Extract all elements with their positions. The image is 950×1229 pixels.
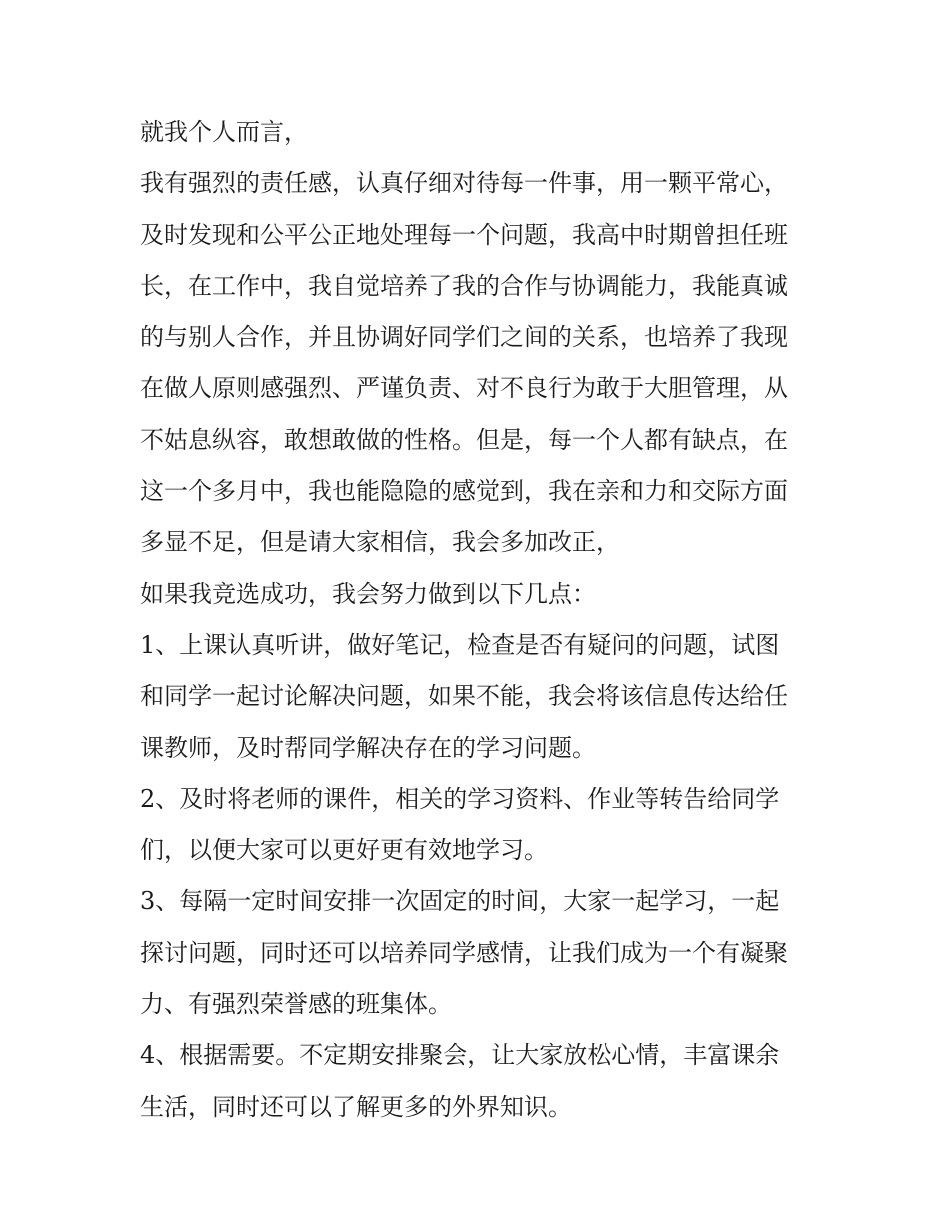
text-line: 3、每隔一定时间安排一次固定的时间，大家一起学习，一起 [140,887,780,916]
text-line: 1、上课认真听讲，做好笔记，检查是否有疑问的问题，试图 [140,630,780,659]
text-line: 们，以便大家可以更好更有效地学习。 [140,836,548,865]
text-line: 2、及时将老师的课件，相关的学习资料、作业等转告给同学 [140,784,780,813]
text-line: 和同学一起讨论解决问题，如果不能，我会将该信息传达给任 [140,682,788,711]
text-line: 课教师，及时帮同学解决存在的学习问题。 [140,733,596,762]
text-line: 如果我竞选成功，我会努力做到以下几点： [140,579,596,608]
text-line: 多显不足，但是请大家相信，我会多加改正， [140,528,620,557]
text-line: 4、根据需要。不定期安排聚会，让大家放松心情，丰富课余 [140,1041,780,1070]
text-line: 探讨问题，同时还可以培养同学感情，让我们成为一个有凝聚 [140,938,788,967]
text-line: 这一个多月中，我也能隐隐的感觉到，我在亲和力和交际方面 [140,477,788,506]
text-line: 力、有强烈荣誉感的班集体。 [140,990,452,1019]
text-line: 我有强烈的责任感，认真仔细对待每一件事，用一颗平常心， [140,169,788,198]
text-line: 在做人原则感强烈、严谨负责、对不良行为敢于大胆管理，从 [140,374,788,403]
text-line: 就我个人而言， [140,118,308,146]
document-body [140,107,830,1133]
text-line: 的与别人合作，并且协调好同学们之间的关系，也培养了我现 [140,323,788,352]
text-line: 长，在工作中，我自觉培养了我的合作与协调能力，我能真诚 [140,271,788,300]
text-line: 不姑息纵容，敢想敢做的性格。但是，每一个人都有缺点，在 [140,425,788,454]
text-line: 及时发现和公平公正地处理每一个问题，我高中时期曾担任班 [140,220,788,249]
text-line: 生活，同时还可以了解更多的外界知识。 [140,1092,572,1121]
